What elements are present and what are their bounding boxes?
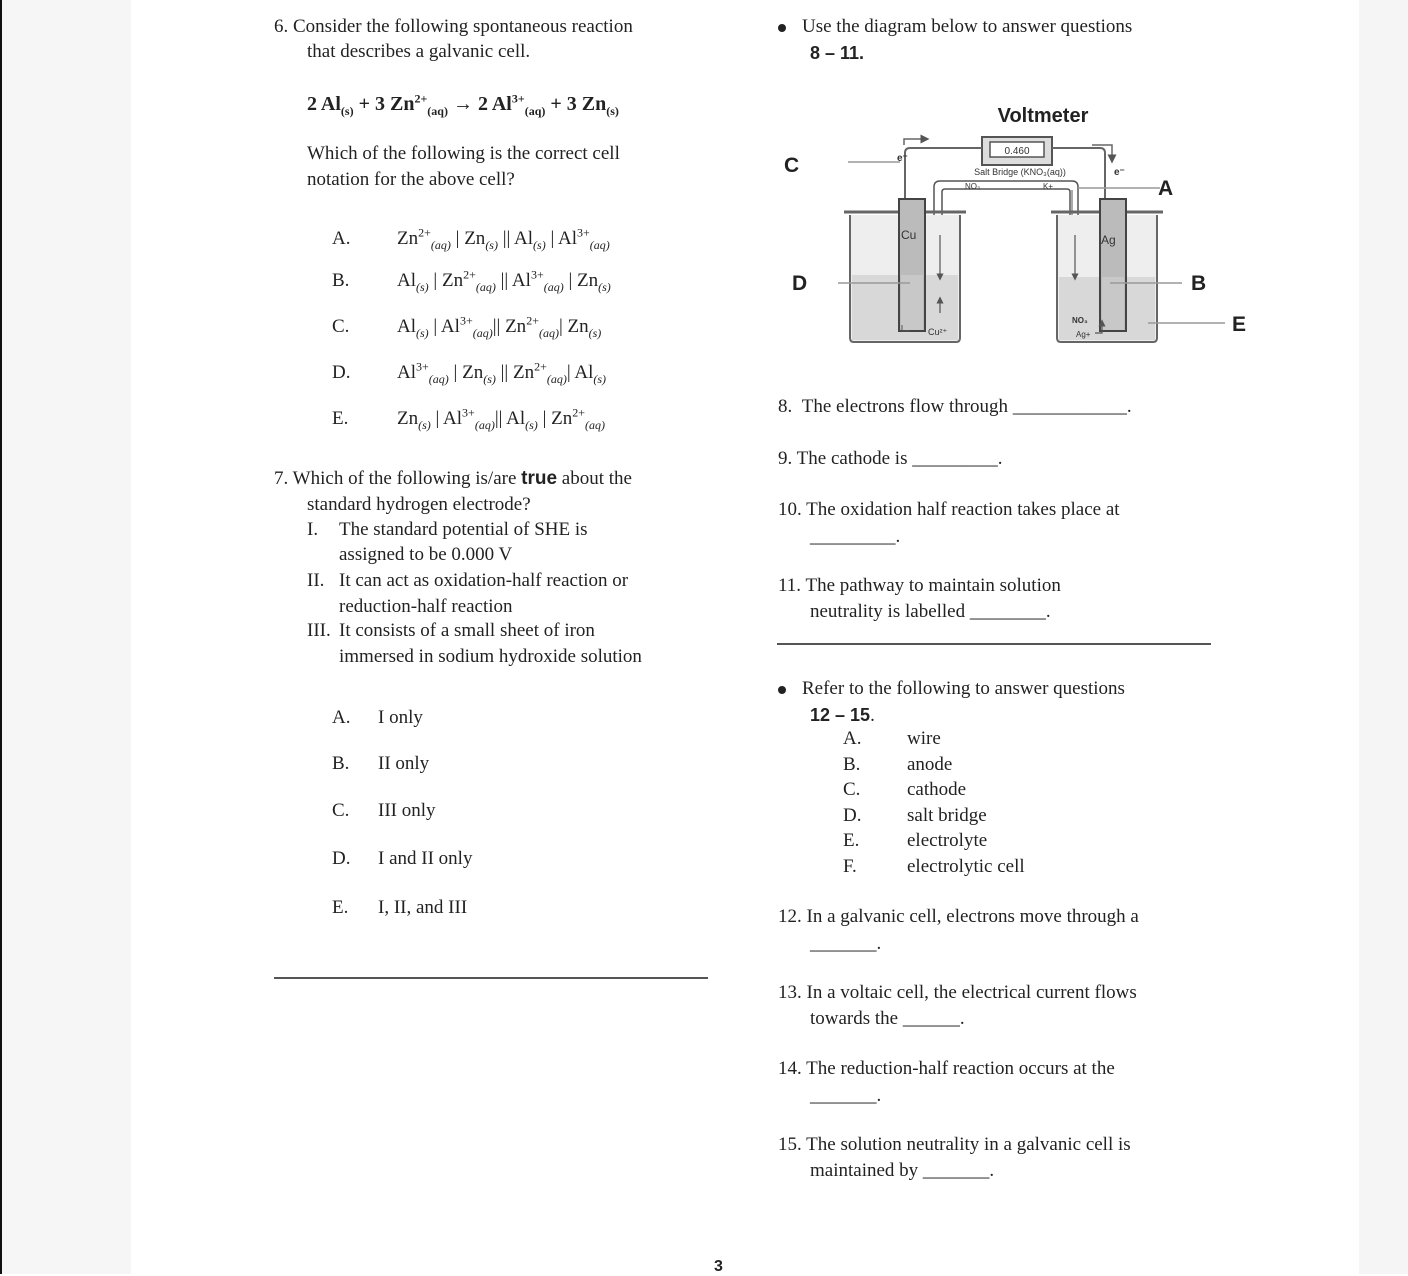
answer-blank[interactable]: _______.: [810, 933, 882, 954]
voltmeter-title: Voltmeter: [997, 105, 1089, 127]
choice-letter: F.: [843, 856, 857, 877]
question-11: 11. The pathway to maintain solution: [778, 575, 1061, 596]
answer-blank[interactable]: ________.: [969, 601, 1051, 622]
right-margin: [1359, 0, 1408, 1274]
option-letter: A.: [332, 228, 351, 249]
cell-notation: $Zn^{2+}_{(aq)}$ | $Zn_{(s)}$ || $Al_{(s)}$ | $Al^{3+}_{(aq)}$: [397, 225, 610, 252]
salt-bridge-label: Salt Bridge (KNO₃(aq)): [974, 167, 1066, 177]
choice-text: electrolytic cell: [907, 856, 1025, 877]
cell-notation: $Al_{(s)}$ | $Al^{3+}_{(aq)}||$ $Zn^{2+}_{(aq)}|$ $Zn_{(s)}$: [397, 313, 602, 340]
question-15: 15. The solution neutrality in a galvanic cell is: [778, 1134, 1131, 1155]
ion-ag: Ag+: [1076, 330, 1091, 339]
diagram-label-d: D: [792, 272, 808, 295]
diagram-label-c: C: [784, 154, 800, 177]
question-15-line2: maintained by _______.: [810, 1160, 995, 1181]
choice-text: electrolyte: [907, 830, 988, 852]
question-12: 12. In a galvanic cell, electrons move through a: [778, 906, 1139, 927]
ion-k: K+: [1043, 182, 1054, 191]
ion-cu: Cu²⁺: [928, 327, 948, 337]
question-10: 10. The oxidation half reaction takes place at: [778, 499, 1120, 520]
page-number: 3: [714, 1258, 723, 1275]
bullet-icon: [778, 24, 786, 32]
diagram-intro-line1: Use the diagram below to answer questions: [778, 14, 1132, 40]
q6-question-line2: notation for the above cell?: [307, 169, 515, 190]
left-margin: [2, 0, 131, 1274]
question-11-line2: neutrality is labelled ________.: [810, 601, 1051, 622]
q6-question-line1: Which of the following is the correct cell: [307, 143, 620, 164]
choice-text: salt bridge: [907, 804, 987, 826]
q7-emphasis: true: [521, 468, 558, 489]
section-divider-right: [777, 643, 1211, 645]
electron-label-left: e⁻: [897, 153, 908, 164]
diagram-label-a: A: [1158, 177, 1174, 200]
option-letter: B.: [332, 270, 350, 291]
diagram-label-b: B: [1191, 272, 1207, 295]
answer-blank[interactable]: ______.: [902, 1008, 965, 1029]
electrode-ag-label: Ag: [1101, 233, 1116, 247]
q7-stem-line1: 7. Which of the following is/are true about the: [274, 468, 632, 489]
cell-notation: $Al^{3+}_{(aq)}$ | $Zn_{(s)}$ || $Zn^{2+}_{(aq)}|$ $Al_{(s)}$: [397, 359, 607, 386]
question-9: 9. The cathode is _________.: [778, 448, 1003, 469]
question-14: 14. The reduction-half reaction occurs at the: [778, 1058, 1115, 1079]
cell-notation: $Zn_{(s)}$ | $Al^{3+}_{(aq)}||$ $Al_{(s)}$ | $Zn^{2+}_{(aq)}$: [397, 405, 606, 432]
refer-intro-line1: Refer to the following to answer questions: [778, 676, 1125, 702]
choice-letter: B.: [843, 753, 861, 775]
cell-notation: $Al_{(s)}$ | $Zn^{2+}_{(aq)}$ || $Al^{3+}_{(aq)}$ | $Zn_{(s)}$: [397, 267, 611, 294]
electron-arrow-left: [904, 139, 925, 145]
q7-number: 7.: [274, 468, 289, 489]
question-13: 13. In a voltaic cell, the electrical current flows: [778, 982, 1137, 1003]
answer-blank[interactable]: _______.: [922, 1160, 995, 1181]
bullet-icon: [778, 686, 786, 694]
reaction-equation: 2 $Al_{(s)} + 3$ $Zn^{2+}_{(aq)} \to 2$ $Al^{3+}_{(aq)} + 3$ $Zn_{(s)}$: [307, 91, 619, 118]
electrode-cu-label: Cu: [901, 228, 917, 242]
ion-no3-bottom: NO₃: [1072, 316, 1088, 325]
q6-stem-text: Consider the following spontaneous reaction: [293, 16, 633, 37]
choice-text: cathode: [907, 779, 967, 801]
choice-text: anode: [907, 753, 953, 775]
ion-no3-top: NO₃: [965, 182, 981, 191]
question-8: 8. The electrons flow through ____________.: [778, 396, 1132, 417]
q6-number: 6.: [274, 16, 289, 37]
answer-blank[interactable]: _________.: [912, 448, 1003, 469]
diagram-label-e: E: [1232, 313, 1247, 336]
choice-text: wire: [907, 728, 941, 749]
option-letter: D.: [332, 362, 351, 383]
option-letter: C.: [332, 316, 350, 337]
voltmeter-reading: 0.460: [1004, 146, 1030, 157]
choice-letter: C.: [843, 779, 861, 801]
q6-stem-line1: [274, 14, 633, 40]
answer-blank[interactable]: _______.: [810, 1085, 882, 1106]
q7-stem-line2: standard hydrogen electrode?: [307, 494, 531, 515]
option-letter: E.: [332, 408, 349, 429]
q6-stem-line2: that describes a galvanic cell.: [307, 41, 531, 62]
answer-blank[interactable]: ____________.: [1012, 396, 1132, 417]
choice-letter: E.: [843, 830, 860, 852]
choice-letter: A.: [843, 728, 862, 749]
section-divider-left: [274, 977, 708, 979]
question-13-line2: towards the ______.: [810, 1008, 965, 1029]
galvanic-cell-diagram: [770, 95, 1260, 360]
refer-intro-range: 12 – 15.: [810, 705, 875, 726]
electron-label-right: e⁻: [1114, 167, 1125, 178]
choice-letter: D.: [843, 804, 862, 826]
wire-left: [905, 148, 982, 199]
answer-blank[interactable]: _________.: [810, 526, 901, 547]
diagram-intro-range: 8 – 11.: [810, 43, 865, 63]
